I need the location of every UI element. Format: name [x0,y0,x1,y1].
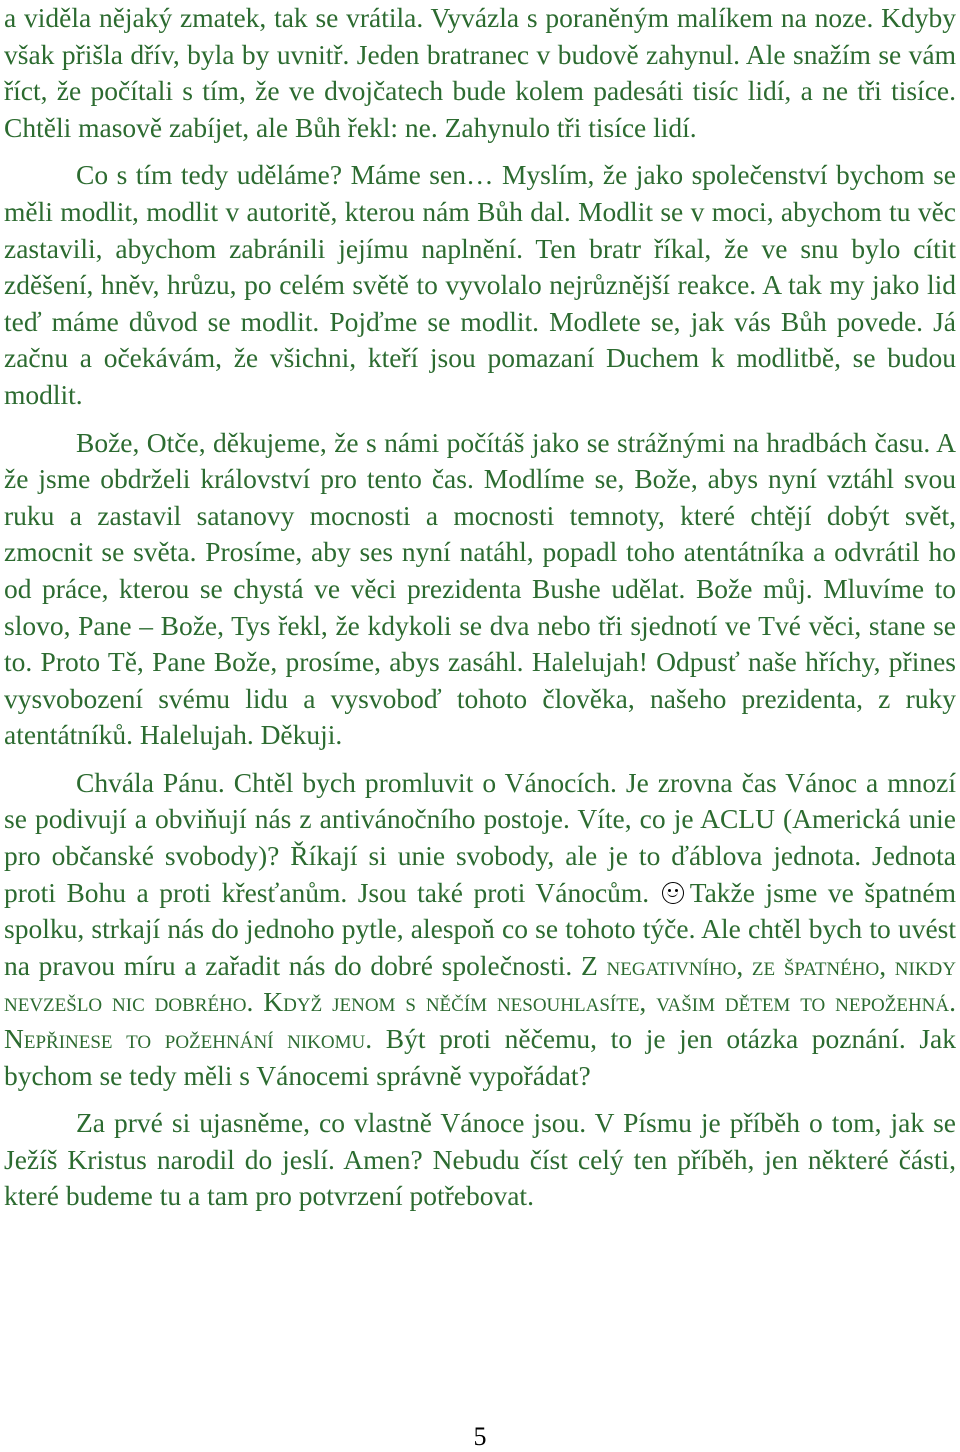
paragraph-3 [4,425,956,754]
paragraph-4-smallcaps-text: Z negativního, ze špatného, nikdy nevzešlo nic dobrého. Když jenom s něčím nesouhlasíte, vašim dětem to nepožehná. Nepřinese to požehnání nikomu. [4,949,956,1055]
paragraph-gap [4,1094,956,1105]
smiley-face-icon [662,882,684,904]
paragraph-gap [4,146,956,157]
paragraph-gap [4,754,956,765]
smiley-mouth [667,891,678,897]
paragraph-2-text: Co s tím tedy uděláme? Máme sen… Myslím, že jako společenství bychom se měli modlit, modlit v autoritě, kterou nám Bůh dal. Modlit se v moci, abychom tu věc zastavili, abychom zabránili jejímu naplnění. Ten bratr říkal, že ve snu bylo cítit zděšení, hněv, hrůzu, po celém světě to vyvolalo nejrůznější reakce. A tak my jako lid teď máme důvod se modlit. Pojďme se modlit. Modlete se, jak vás Bůh povede. Já začnu a očekávám, že všichni, kteří jsou pomazaní Duchem k modlitbě, se budou modlit. [4,159,956,410]
paragraph-4 [4,765,956,1094]
document-body [4,0,956,1215]
paragraph-3-text: Bože, Otče, děkujeme, že s námi počítáš jako se strážnými na hradbách času. A že jsme obdrželi království pro tento čas. Modlíme se, Bože, abys nyní vztáhl svou ruku a zastavil satanovy mocnosti a mocnosti temnoty, které chtějí dobýt svět, zmocnit se světa. Prosíme, aby ses nyní natáhl, popadl toho atentátníka a odvrátil ho od práce, kterou se chystá ve věci prezidenta Bushe udělat. Bože můj. Mluvíme to slovo, Pane – Bože, Tys řekl, že kdykoli se dva nebo tři sjednotí ve Tvé věci, stane se to. Proto Tě, Pane Bože, prosíme, abys zasáhl. Halelujah! Odpusť naše hříchy, přines vysvobození svému lidu a vysvoboď tohoto člověka, našeho prezidenta, z ruky atentátníků. Halelujah. Děkuji. [4,426,956,751]
paragraph-4-text-a: Chvála Pánu. Chtěl bych promluvit o Vánocích. Je zrovna čas Vánoc a mnozí se podivují a obviňují nás z antivánočního postoje. Víte, co je ACLU (Americká unie pro občanské svobody)? Říkají si unie svobody, ale je to ďáblova jednota. Jednota proti Bohu a proti křesťanům. Jsou také proti Vánocům. [4,766,956,908]
paragraph-1 [4,0,956,146]
paragraph-gap [4,414,956,425]
paragraph-4-text-c: Být proti něčemu, to je jen otázka poznání. Jak bychom se tedy měli s Vánocemi správně vypořádat? [4,1023,956,1091]
paragraph-2 [4,157,956,413]
paragraph-4-text-b: Takže jsme ve špatném spolku, strkají nás do jednoho pytle, alespoň co se tohoto týče. Ale chtěl bych to uvést na pravou míru a zařadit nás do dobré společnosti. [4,876,956,981]
page-number: 5 [473,1422,487,1451]
paragraph-5-text: Za prvé si ujasněme, co vlastně Vánoce jsou. V Písmu je příběh o tom, jak se Ježíš Kristus narodil do jeslí. Amen? Nebudu číst celý ten příběh, jen některé části, které budeme tu a tam pro potvrzení potřebovat. [4,1107,956,1212]
paragraph-5 [4,1105,956,1215]
paragraph-1-text: a viděla nějaký zmatek, tak se vrátila. Vyvázla s poraněným malíkem na noze. Kdyby však přišla dřív, byla by uvnitř. Jeden bratranec v budově zahynul. Ale snažím se vám říct, že počítali s tím, že ve dvojčatech bude kolem padesáti tisíc lidí, a ne tři tisíce. Chtěli masově zabíjet, ale Bůh řekl: ne. Zahynulo tři tisíce lidí. [4,2,956,143]
